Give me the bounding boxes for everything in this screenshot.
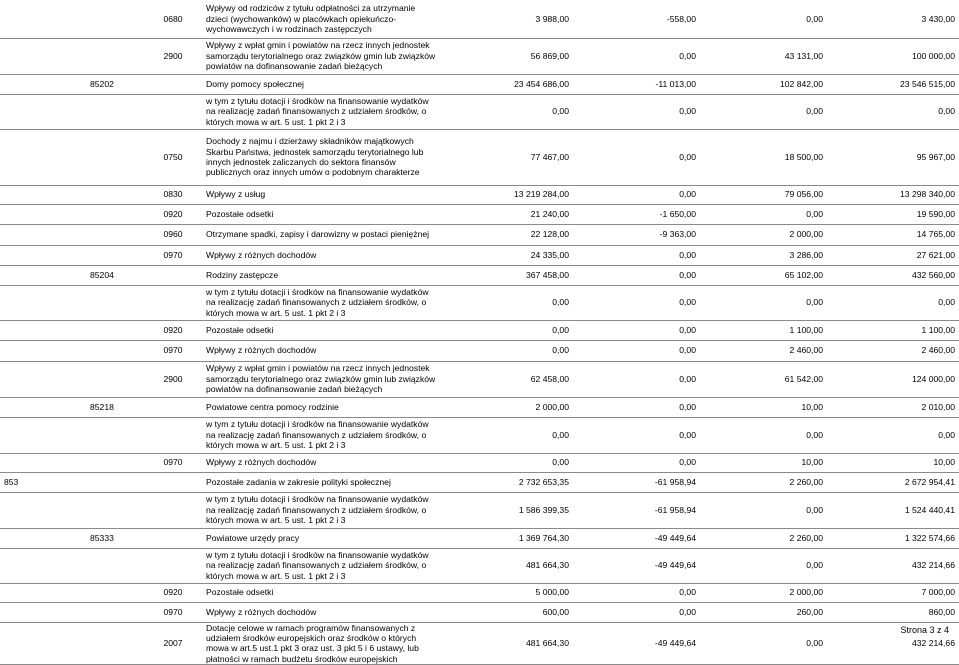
- table-row: [0, 361, 959, 397]
- cell-rozdzial: 85333: [86, 528, 144, 548]
- cell-increase: 0,00: [700, 548, 827, 583]
- table-row: [0, 492, 959, 528]
- cell-increase: 10,00: [700, 453, 827, 472]
- cell-plan-before: 56 869,00: [441, 38, 573, 74]
- cell-plan-after: 14 765,00: [827, 224, 959, 245]
- table-row: [0, 583, 959, 602]
- cell-decrease: -49 449,64: [573, 528, 700, 548]
- cell-increase: 43 131,00: [700, 38, 827, 74]
- cell-decrease: 0,00: [573, 320, 700, 340]
- cell-dzial: [0, 94, 86, 129]
- cell-decrease: -9 363,00: [573, 224, 700, 245]
- cell-paragraf: 0960: [144, 224, 202, 245]
- cell-rozdzial: [86, 472, 144, 492]
- cell-dzial: [0, 397, 86, 417]
- cell-description: Wpływy z różnych dochodów: [202, 453, 441, 472]
- cell-plan-after: 2 460,00: [827, 340, 959, 361]
- cell-dzial: [0, 74, 86, 94]
- cell-paragraf: 0970: [144, 602, 202, 622]
- cell-plan-before: 3 988,00: [441, 0, 573, 38]
- cell-rozdzial: [86, 602, 144, 622]
- cell-decrease: -558,00: [573, 0, 700, 38]
- cell-decrease: 0,00: [573, 397, 700, 417]
- cell-plan-before: 21 240,00: [441, 204, 573, 224]
- table-row: [0, 622, 959, 665]
- cell-plan-after: 124 000,00: [827, 361, 959, 397]
- cell-plan-before: 0,00: [441, 94, 573, 129]
- cell-paragraf: 0920: [144, 583, 202, 602]
- cell-decrease: 0,00: [573, 453, 700, 472]
- cell-increase: 3 286,00: [700, 245, 827, 265]
- table-row: [0, 74, 959, 94]
- cell-plan-before: 0,00: [441, 417, 573, 453]
- cell-plan-before: 481 664,30: [441, 622, 573, 665]
- cell-decrease: 0,00: [573, 417, 700, 453]
- cell-description: Powiatowe urzędy pracy: [202, 528, 441, 548]
- cell-plan-before: 23 454 686,00: [441, 74, 573, 94]
- cell-dzial: [0, 185, 86, 204]
- cell-plan-after: 860,00: [827, 602, 959, 622]
- cell-plan-before: 481 664,30: [441, 548, 573, 583]
- cell-rozdzial: [86, 453, 144, 472]
- cell-plan-before: 2 000,00: [441, 397, 573, 417]
- cell-plan-before: 24 335,00: [441, 245, 573, 265]
- table-row: [0, 204, 959, 224]
- cell-plan-after: 100 000,00: [827, 38, 959, 74]
- cell-increase: 2 460,00: [700, 340, 827, 361]
- cell-dzial: [0, 453, 86, 472]
- table-row: [0, 472, 959, 492]
- cell-paragraf: 2900: [144, 361, 202, 397]
- cell-increase: 0,00: [700, 94, 827, 129]
- cell-plan-after: 2 010,00: [827, 397, 959, 417]
- cell-description: Wpływy z wpłat gmin i powiatów na rzecz innych jednostek samorządu terytorialnego oraz związków gmin lub związków powiatów na dofinansowanie zadań bieżących: [202, 38, 441, 74]
- cell-decrease: 0,00: [573, 361, 700, 397]
- cell-paragraf: 0970: [144, 453, 202, 472]
- cell-decrease: -11 013,00: [573, 74, 700, 94]
- table-row: [0, 94, 959, 129]
- cell-increase: 102 842,00: [700, 74, 827, 94]
- cell-plan-after: 0,00: [827, 94, 959, 129]
- cell-paragraf: 0830: [144, 185, 202, 204]
- cell-paragraf: 0680: [144, 0, 202, 38]
- table-row: [0, 38, 959, 74]
- cell-plan-before: 0,00: [441, 285, 573, 320]
- cell-decrease: 0,00: [573, 38, 700, 74]
- table-row: [0, 417, 959, 453]
- cell-paragraf: [144, 548, 202, 583]
- cell-decrease: 0,00: [573, 129, 700, 185]
- cell-description: Rodziny zastępcze: [202, 265, 441, 285]
- cell-plan-after: 1 100,00: [827, 320, 959, 340]
- table-row: [0, 129, 959, 185]
- cell-plan-before: 22 128,00: [441, 224, 573, 245]
- cell-plan-before: 77 467,00: [441, 129, 573, 185]
- table-row: [0, 285, 959, 320]
- cell-description: Domy pomocy społecznej: [202, 74, 441, 94]
- cell-increase: 0,00: [700, 417, 827, 453]
- cell-rozdzial: [86, 38, 144, 74]
- cell-increase: 0,00: [700, 622, 827, 665]
- cell-paragraf: [144, 528, 202, 548]
- cell-rozdzial: [86, 622, 144, 665]
- cell-decrease: 0,00: [573, 94, 700, 129]
- cell-rozdzial: [86, 340, 144, 361]
- table-row: [0, 528, 959, 548]
- cell-increase: 2 000,00: [700, 583, 827, 602]
- cell-dzial: [0, 285, 86, 320]
- cell-increase: 1 100,00: [700, 320, 827, 340]
- cell-increase: 0,00: [700, 492, 827, 528]
- cell-plan-after: 10,00: [827, 453, 959, 472]
- cell-plan-after: 7 000,00: [827, 583, 959, 602]
- cell-paragraf: 2900: [144, 38, 202, 74]
- cell-description: Dochody z najmu i dzierżawy składników majątkowych Skarbu Państwa, jednostek samorządu terytorialnego lub innych jednostek zaliczanych do sektora finansów publicznych oraz innych umów o podobnym charakterze: [202, 129, 441, 185]
- cell-description: Wpływy z różnych dochodów: [202, 602, 441, 622]
- cell-description: w tym z tytułu dotacji i środków na finansowanie wydatków na realizację zadań finansowanych z udziałem środków, o których mowa w art. 5 ust. 1 pkt 2 i 3: [202, 492, 441, 528]
- cell-rozdzial: [86, 224, 144, 245]
- cell-dzial: [0, 265, 86, 285]
- cell-dzial: [0, 492, 86, 528]
- cell-rozdzial: [86, 94, 144, 129]
- cell-plan-before: 5 000,00: [441, 583, 573, 602]
- cell-dzial: [0, 340, 86, 361]
- cell-rozdzial: [86, 185, 144, 204]
- cell-dzial: [0, 245, 86, 265]
- cell-decrease: 0,00: [573, 265, 700, 285]
- cell-paragraf: 0750: [144, 129, 202, 185]
- cell-paragraf: [144, 472, 202, 492]
- cell-decrease: 0,00: [573, 602, 700, 622]
- cell-plan-before: 0,00: [441, 320, 573, 340]
- cell-description: Wpływy z różnych dochodów: [202, 245, 441, 265]
- cell-description: w tym z tytułu dotacji i środków na finansowanie wydatków na realizację zadań finansowanych z udziałem środków, o których mowa w art. 5 ust. 1 pkt 2 i 3: [202, 417, 441, 453]
- cell-plan-after: 19 590,00: [827, 204, 959, 224]
- cell-description: Pozostałe odsetki: [202, 583, 441, 602]
- table-row: [0, 265, 959, 285]
- page-number: Strona 3 z 4: [900, 625, 949, 635]
- cell-rozdzial: [86, 492, 144, 528]
- cell-plan-after: 432 560,00: [827, 265, 959, 285]
- cell-plan-after: 432 214,66: [827, 548, 959, 583]
- cell-decrease: 0,00: [573, 285, 700, 320]
- cell-plan-after: 1 524 440,41: [827, 492, 959, 528]
- cell-decrease: -61 958,94: [573, 492, 700, 528]
- cell-description: Powiatowe centra pomocy rodzinie: [202, 397, 441, 417]
- cell-description: Pozostałe odsetki: [202, 320, 441, 340]
- cell-rozdzial: 85202: [86, 74, 144, 94]
- cell-rozdzial: [86, 129, 144, 185]
- cell-rozdzial: [86, 285, 144, 320]
- cell-plan-after: 95 967,00: [827, 129, 959, 185]
- cell-increase: 65 102,00: [700, 265, 827, 285]
- cell-increase: 61 542,00: [700, 361, 827, 397]
- cell-decrease: 0,00: [573, 185, 700, 204]
- cell-dzial: [0, 0, 86, 38]
- cell-plan-after: 3 430,00: [827, 0, 959, 38]
- cell-description: Wpływy z wpłat gmin i powiatów na rzecz innych jednostek samorządu terytorialnego oraz związków gmin lub związków powiatów na dofinansowanie zadań bieżących: [202, 361, 441, 397]
- cell-dzial: [0, 224, 86, 245]
- cell-description: Pozostałe odsetki: [202, 204, 441, 224]
- cell-dzial: [0, 583, 86, 602]
- cell-paragraf: [144, 417, 202, 453]
- cell-rozdzial: 85218: [86, 397, 144, 417]
- cell-plan-after: 27 621,00: [827, 245, 959, 265]
- cell-plan-after: 13 298 340,00: [827, 185, 959, 204]
- cell-plan-after: 2 672 954,41: [827, 472, 959, 492]
- cell-description: Dotacje celowe w ramach programów finansowanych z udziałem środków europejskich oraz środków o których mowa w art.5 ust.1 pkt 3 oraz ust. 3 pkt 5 i 6 ustawy, lub płatności w ramach budżetu środków europejskich: [202, 622, 441, 665]
- table-row: [0, 0, 959, 38]
- cell-description: Pozostałe zadania w zakresie polityki społecznej: [202, 472, 441, 492]
- cell-description: Wpływy od rodziców z tytułu odpłatności za utrzymanie dzieci (wychowanków) w placówkach opiekuńczo-wychowawczych i w rodzinach zastępczych: [202, 0, 441, 38]
- cell-description: w tym z tytułu dotacji i środków na finansowanie wydatków na realizację zadań finansowanych z udziałem środków, o których mowa w art. 5 ust. 1 pkt 2 i 3: [202, 548, 441, 583]
- table-row: [0, 548, 959, 583]
- cell-plan-before: 367 458,00: [441, 265, 573, 285]
- table-row: [0, 453, 959, 472]
- cell-decrease: -1 650,00: [573, 204, 700, 224]
- cell-paragraf: 0970: [144, 340, 202, 361]
- cell-description: Otrzymane spadki, zapisy i darowizny w postaci pieniężnej: [202, 224, 441, 245]
- cell-description: w tym z tytułu dotacji i środków na finansowanie wydatków na realizację zadań finansowanych z udziałem środków, o których mowa w art. 5 ust. 1 pkt 2 i 3: [202, 94, 441, 129]
- table-row: [0, 340, 959, 361]
- cell-dzial: [0, 38, 86, 74]
- cell-paragraf: [144, 94, 202, 129]
- cell-plan-before: 0,00: [441, 340, 573, 361]
- cell-description: Wpływy z usług: [202, 185, 441, 204]
- table-row: [0, 224, 959, 245]
- cell-dzial: [0, 361, 86, 397]
- cell-dzial: [0, 622, 86, 665]
- cell-dzial: [0, 528, 86, 548]
- cell-plan-after: 0,00: [827, 285, 959, 320]
- cell-decrease: -61 958,94: [573, 472, 700, 492]
- cell-dzial: [0, 602, 86, 622]
- cell-plan-before: 0,00: [441, 453, 573, 472]
- cell-decrease: 0,00: [573, 340, 700, 361]
- cell-plan-before: 600,00: [441, 602, 573, 622]
- cell-increase: 0,00: [700, 285, 827, 320]
- cell-paragraf: 0920: [144, 320, 202, 340]
- cell-plan-before: 2 732 653,35: [441, 472, 573, 492]
- cell-increase: 2 260,00: [700, 472, 827, 492]
- cell-increase: 260,00: [700, 602, 827, 622]
- cell-plan-after: 1 322 574,66: [827, 528, 959, 548]
- table-row: [0, 245, 959, 265]
- cell-increase: 79 056,00: [700, 185, 827, 204]
- cell-plan-before: 13 219 284,00: [441, 185, 573, 204]
- cell-plan-after: 23 546 515,00: [827, 74, 959, 94]
- cell-rozdzial: [86, 417, 144, 453]
- cell-rozdzial: [86, 548, 144, 583]
- cell-decrease: -49 449,64: [573, 622, 700, 665]
- cell-paragraf: [144, 285, 202, 320]
- cell-dzial: [0, 129, 86, 185]
- cell-plan-before: 1 586 399,35: [441, 492, 573, 528]
- cell-rozdzial: [86, 204, 144, 224]
- cell-rozdzial: [86, 245, 144, 265]
- cell-paragraf: 0970: [144, 245, 202, 265]
- cell-paragraf: [144, 265, 202, 285]
- cell-rozdzial: [86, 583, 144, 602]
- cell-increase: 18 500,00: [700, 129, 827, 185]
- cell-rozdzial: [86, 0, 144, 38]
- cell-dzial: [0, 204, 86, 224]
- cell-increase: 2 000,00: [700, 224, 827, 245]
- table-row: [0, 185, 959, 204]
- cell-description: w tym z tytułu dotacji i środków na finansowanie wydatków na realizację zadań finansowanych z udziałem środków, o których mowa w art. 5 ust. 1 pkt 2 i 3: [202, 285, 441, 320]
- cell-decrease: 0,00: [573, 583, 700, 602]
- table-row: [0, 320, 959, 340]
- cell-decrease: -49 449,64: [573, 548, 700, 583]
- cell-dzial: [0, 548, 86, 583]
- cell-dzial: 853: [0, 472, 86, 492]
- table-row: [0, 397, 959, 417]
- cell-paragraf: 2007: [144, 622, 202, 665]
- cell-rozdzial: 85204: [86, 265, 144, 285]
- cell-plan-before: 62 458,00: [441, 361, 573, 397]
- cell-paragraf: [144, 397, 202, 417]
- cell-description: Wpływy z różnych dochodów: [202, 340, 441, 361]
- cell-paragraf: [144, 492, 202, 528]
- cell-increase: 0,00: [700, 204, 827, 224]
- cell-increase: 0,00: [700, 0, 827, 38]
- table-row: [0, 602, 959, 622]
- cell-plan-before: 1 369 764,30: [441, 528, 573, 548]
- cell-increase: 10,00: [700, 397, 827, 417]
- cell-rozdzial: [86, 320, 144, 340]
- cell-plan-after: 0,00: [827, 417, 959, 453]
- cell-increase: 2 260,00: [700, 528, 827, 548]
- cell-dzial: [0, 417, 86, 453]
- cell-plan-after: 432 214,66: [827, 622, 959, 665]
- cell-rozdzial: [86, 361, 144, 397]
- cell-decrease: 0,00: [573, 245, 700, 265]
- cell-paragraf: [144, 74, 202, 94]
- cell-dzial: [0, 320, 86, 340]
- cell-paragraf: 0920: [144, 204, 202, 224]
